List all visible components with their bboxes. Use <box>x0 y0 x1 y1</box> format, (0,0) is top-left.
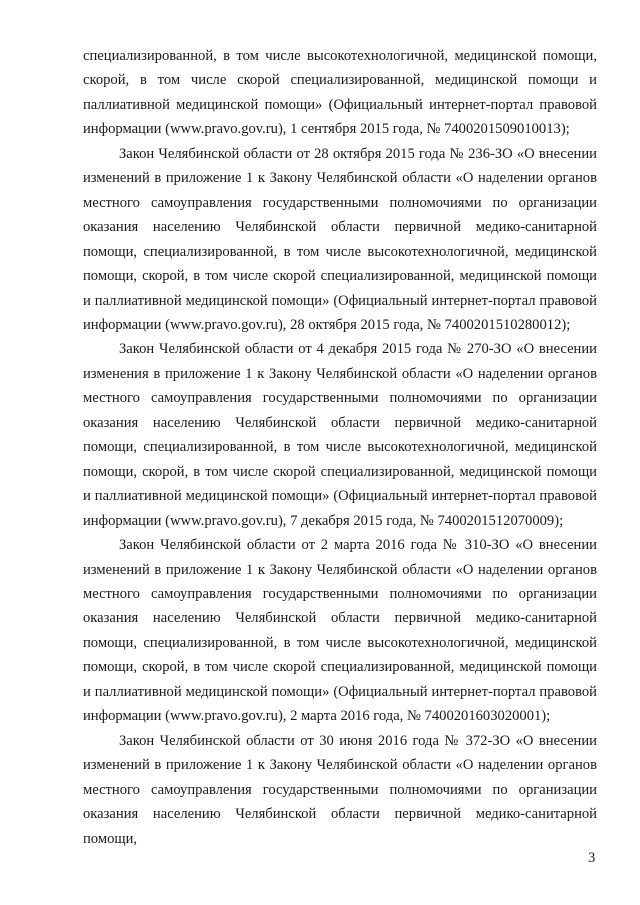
paragraph-law-310: Закон Челябинской области от 2 марта 2016 года № 310-ЗО «О внесении изменений в приложение 1 к Закону Челябинской области «О наделении органов местного самоуправления государственными полномочиями по организации оказания населению Челябинской области первичной медико-санитарной помощи, специализированной, в том числе высокотехнологичной, медицинской помощи, скорой, в том числе скорой специализированной, медицинской помощи и паллиативной медицинской помощи» (Официальный интернет-портал правовой информации (www.pravo.gov.ru), 2 марта 2016 года, № 7400201603020001); <box>83 537 597 725</box>
paragraph-law-372: Закон Челябинской области от 30 июня 2016 года № 372-ЗО «О внесении изменений в приложение 1 к Закону Челябинской области «О наделении органов местного самоуправления государственными полномочиями по организации оказания населению Челябинской области первичной медико-санитарной помощи, <box>83 732 597 847</box>
paragraph-continuation: специализированной, в том числе высокотехнологичной, медицинской помощи, скорой, в том числе скорой специализированной, медицинской помощи и паллиативной медицинской помощи» (Официальный интернет-портал правовой информации (www.pravo.gov.ru), 1 сентября 2015 года, № 7400201509010013); <box>83 48 597 138</box>
page-number: 3 <box>588 850 596 866</box>
paragraph-law-236: Закон Челябинской области от 28 октября 2015 года № 236-ЗО «О внесении изменений в приложение 1 к Закону Челябинской области «О наделении органов местного самоуправления государственными полномочиями по организации оказания населению Челябинской области первичной медико-санитарной помощи, специализированной, в том числе высокотехнологичной, медицинской помощи, скорой, в том числе скорой специализированной, медицинской помощи и паллиативной медицинской помощи» (Официальный интернет-портал правовой информации (www.pravo.gov.ru), 28 октября 2015 года, № 7400201510280012); <box>83 145 597 333</box>
paragraph-law-270: Закон Челябинской области от 4 декабря 2015 года № 270-ЗО «О внесении изменения в приложение 1 к Закону Челябинской области «О наделении органов местного самоуправления государственными полномочиями по организации оказания населению Челябинской области первичной медико-санитарной помощи, специализированной, в том числе высокотехнологичной, медицинской помощи, скорой, в том числе скорой специализированной, медицинской помощи и паллиативной медицинской помощи» (Официальный интернет-портал правовой информации (www.pravo.gov.ru), 7 декабря 2015 года, № 7400201512070009); <box>83 341 597 529</box>
document-body <box>83 44 597 851</box>
